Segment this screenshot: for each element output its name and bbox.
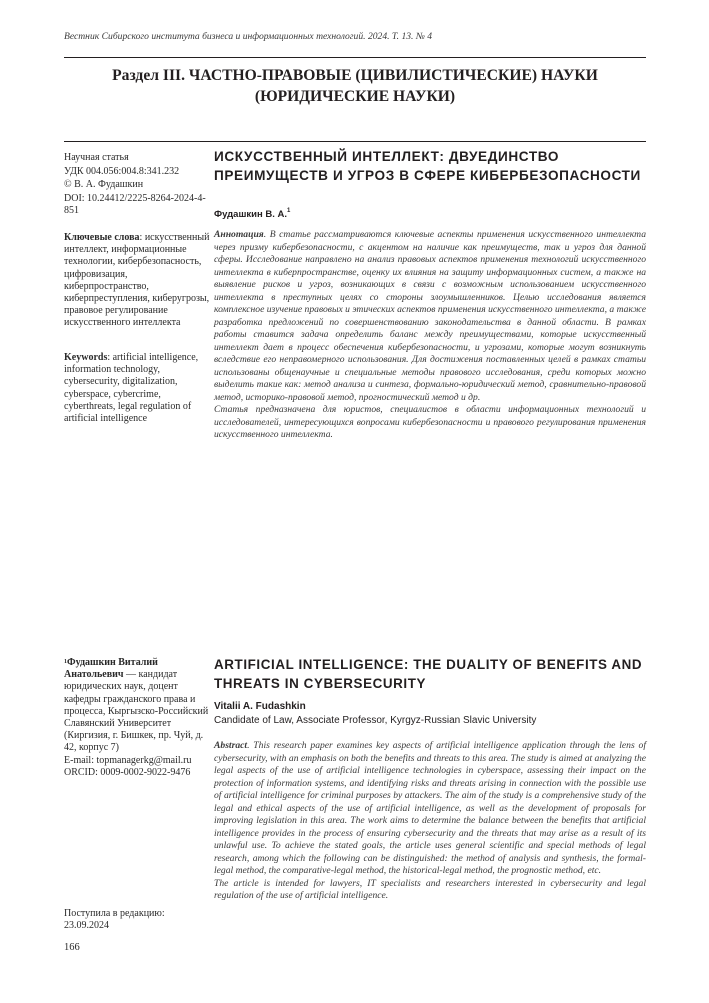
- author-email[interactable]: E-mail: topmanagerkg@mail.ru: [64, 754, 192, 766]
- author-ru: [214, 209, 646, 220]
- author-footnote-marker: 1: [64, 659, 67, 665]
- abstract-ru-text: . В статье рассматриваются ключевые аспекты применения искусственного интеллекта через призму кибербезопасности, с акцентом на наличие как преимуществ, так и угроз для данной сферы. Исследование направлено на анализ правовых аспектов применения технологий искусственного интеллекта в киберпространстве, оценку их влияния на защиту информационных систем, а также на выявление рисков и угроз, возникающих в связи с возможным использованием искусственного интеллекта в преступных целях со стороны злоумышленников. Целью исследования является комплексное изучение правовых и этических аспектов применения искусственного интеллекта, а также разработка предложений по совершенствованию законодательства в данной области. В рамках работы ставится задача определить баланс между преимуществами, которые искусственный интеллект дает в процесс обеспечения кибербезопасности, и угрозами, которые могут возникнуть вследствие его неправомерного использования. Для достижения поставленных целей в рамках статьи использованы общенаучные и специальные методы правового исследования, среди которых можно выделить такие как: метод анализа и синтеза, формально-юридический метод, сравнительно-правовой метод, историко-правовой метод, прогностический метод и др.: [214, 229, 646, 403]
- article-type: Научная статья: [64, 152, 129, 163]
- keywords-en: [64, 352, 214, 425]
- author-orcid[interactable]: ORCID: 0009-0002-9022-9476: [64, 766, 191, 778]
- keywords-en-text: : artificial intelligence, information technology, cybersecurity, digitalization, cyberspace, cybercrime, cyberthreats, legal regulation of artificial intelligence: [64, 352, 199, 425]
- author-full-name: Фудашкин Виталий Анатольевич: [64, 657, 158, 681]
- abstract-en-text: . This research paper examines key aspects of artificial intelligence application through the lens of cybersecurity, with an emphasis on both the benefits and threats to this area. The study is aimed at analyzing the legal aspects of the use of artificial intelligence technologies in cyberspace, assessing their impact on the protection of information systems, and identifying risks and threats arising in connection with the possible use of artificial intelligence for criminal purposes by attackers. The aim of the study is a comprehensive study of the legal and ethical aspects of the use of artificial intelligence, as well as the development of proposals for improving legislation in this area. The work aims to determine the balance between the benefits that artificial intelligence provides in the process of ensuring cybersecurity and the threats that may arise as a result of its unlawful use. To achieve the stated goals, the article uses general scientific and special methods of legal research, among which the following can be distinguished: the method of analysis and synthesis, the formal-legal method, the comparative-legal method, the historical-legal method, the prognostic method, etc.: [214, 740, 646, 876]
- doi[interactable]: DOI: 10.24412/2225-8264-2024-4-851: [64, 192, 206, 216]
- author-en-affiliation: Candidate of Law, Associate Professor, Kyrgyz-Russian Slavic University: [214, 714, 537, 726]
- page-number: 166: [64, 942, 80, 953]
- keywords-ru-label: Ключевые слова: [64, 232, 140, 243]
- article-title-en: ARTIFICIAL INTELLIGENCE: THE DUALITY OF BENEFITS AND THREATS IN CYBERSECURITY: [214, 657, 643, 691]
- keywords-en-label: Keywords: [64, 352, 108, 363]
- author-en-name: Vitalii A. Fudashkin: [214, 701, 306, 712]
- copyright: © В. А. Фудашкин: [64, 179, 144, 190]
- author-description: — кандидат юридических наук, доцент кафедры гражданского права и процесса, Кыргызско-Российский Славянский Университет (Киргизия, г. Бишкек, пр. Чуй, д. 42, корпус 7): [64, 669, 209, 754]
- abstract-en: [214, 740, 646, 903]
- abstract-en-label: Abstract: [214, 740, 248, 751]
- section-title-line-2: (ЮРИДИЧЕСКИЕ НАУКИ): [254, 88, 456, 105]
- article-divider: [64, 141, 646, 142]
- abstract-ru-label: Аннотация: [214, 229, 264, 240]
- section-title-line-1: Раздел III. ЧАСТНО-ПРАВОВЫЕ (ЦИВИЛИСТИЧЕСКИЕ) НАУКИ: [112, 67, 598, 84]
- udc-code: УДК 004.056:004.8:341.232: [64, 165, 180, 177]
- abstract-en-text-2: The article is intended for lawyers, IT specialists and researchers interested in cybersecurity and legal regulation of the use of artificial intelligence.: [214, 877, 646, 901]
- author-ru-name: Фудашкин В. А.: [214, 209, 287, 220]
- author-info: [64, 657, 214, 779]
- article-meta: [64, 152, 214, 218]
- received-label: Поступила в редакцию:: [64, 908, 165, 919]
- header-divider: [64, 57, 646, 58]
- author-en: [214, 700, 646, 727]
- journal-header: Вестник Сибирского института бизнеса и информационных технологий. 2024. Т. 13. № 4: [64, 31, 433, 42]
- article-title-ru: ИСКУССТВЕННЫЙ ИНТЕЛЛЕКТ: ДВУЕДИНСТВО ПРЕИМУЩЕСТВ И УГРОЗ В СФЕРЕ КИБЕРБЕЗОПАСНОСТИ: [214, 149, 641, 183]
- keywords-ru-text: : искусственный интеллект, информационные технологии, кибербезопасность, цифровизация, киберпространство, киберпреступления, киберугрозы, правовое регулирование искусственного интеллекта: [64, 232, 210, 329]
- author-ru-footnote-marker: 1: [287, 208, 291, 214]
- keywords-ru: [64, 232, 214, 330]
- received-date: 23.09.2024: [64, 920, 109, 932]
- section-title: [64, 65, 646, 107]
- received-date-block: [64, 908, 214, 932]
- abstract-ru-text-2: Статья предназначена для юристов, специалистов в области информационных технологий и исследователей, интересующихся вопросами кибербезопасности и правового регулирования применения искусственного интеллекта.: [214, 404, 646, 440]
- abstract-ru: [214, 229, 646, 442]
